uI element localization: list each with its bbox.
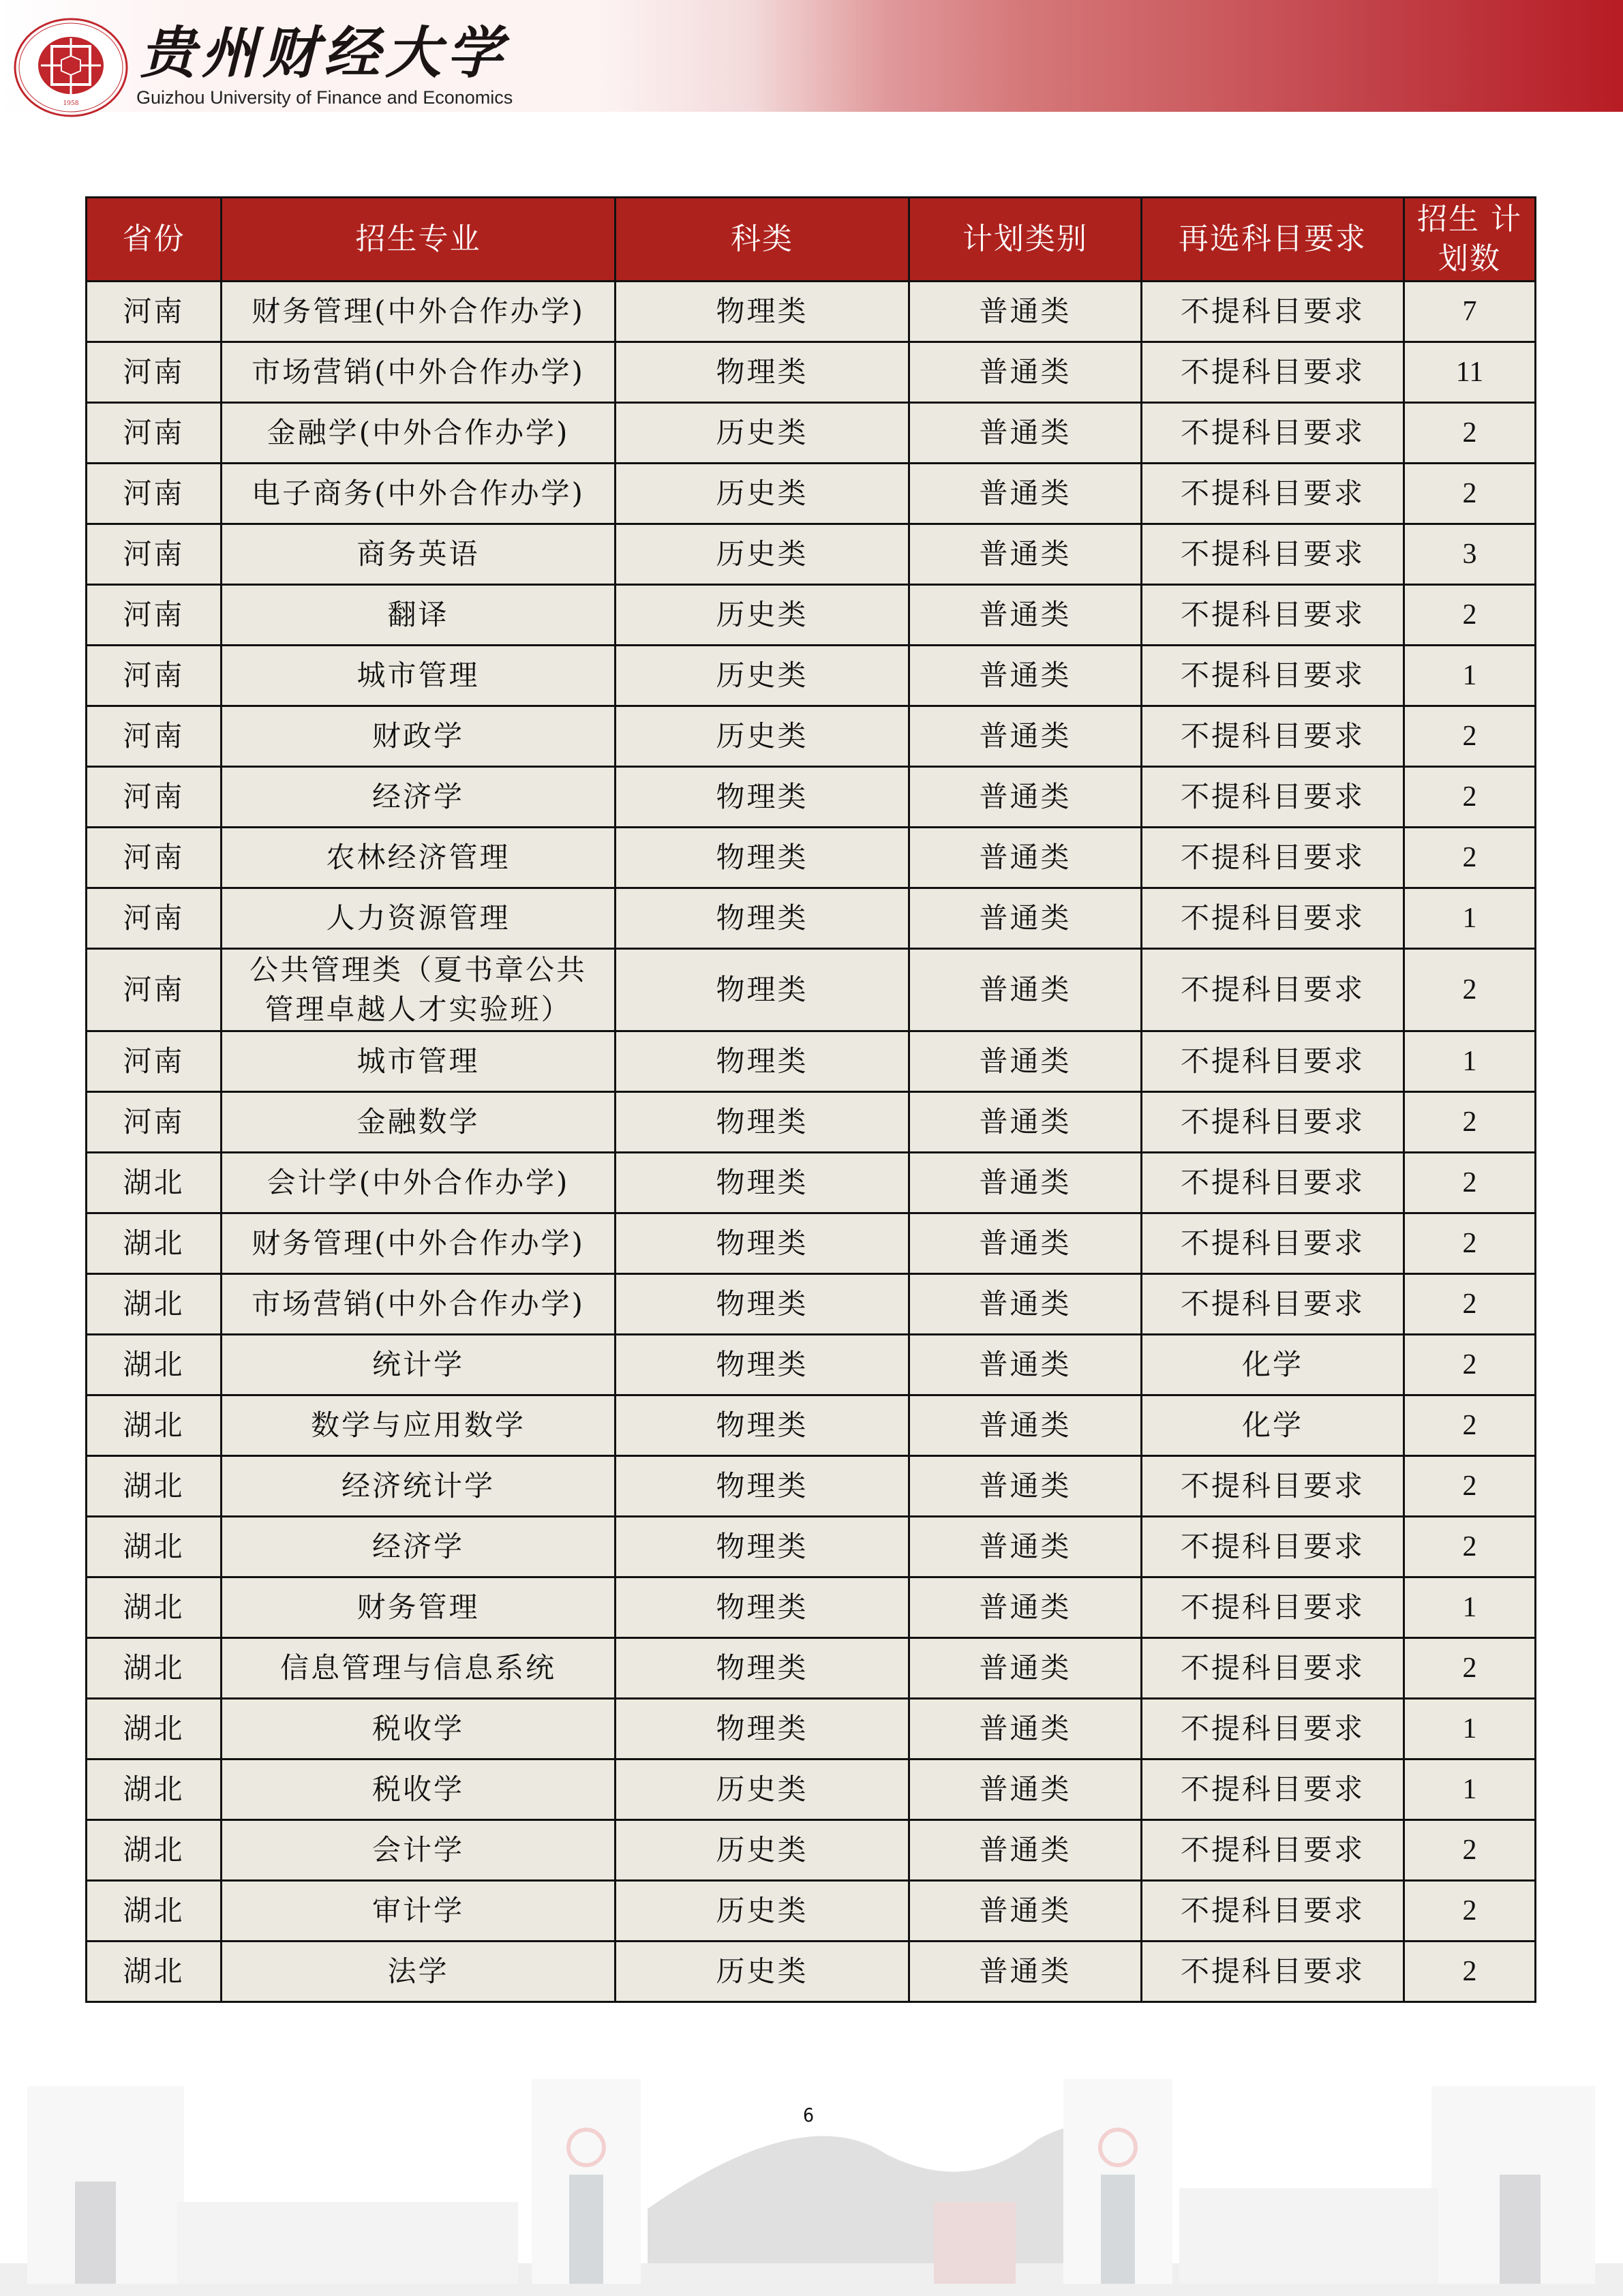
cell-major: 经济统计学 <box>222 1456 616 1517</box>
cell-subject-type: 历史类 <box>616 403 909 464</box>
cell-quota: 1 <box>1404 1759 1536 1820</box>
cell-province: 河南 <box>87 1031 222 1092</box>
cell-plan-type: 普通类 <box>909 949 1142 1031</box>
cell-major: 统计学 <box>222 1335 616 1395</box>
cell-plan-type: 普通类 <box>909 1335 1142 1395</box>
table-row <box>87 1638 1536 1699</box>
cell-subject-type: 物理类 <box>616 342 909 403</box>
cell-reselect-requirement: 不提科目要求 <box>1142 1031 1404 1092</box>
cell-reselect-requirement: 不提科目要求 <box>1142 888 1404 949</box>
table-row <box>87 1942 1536 2002</box>
cell-quota: 1 <box>1404 1699 1536 1759</box>
cell-major: 数学与应用数学 <box>222 1395 616 1456</box>
cell-quota: 1 <box>1404 1577 1536 1638</box>
cell-plan-type: 普通类 <box>909 1213 1142 1274</box>
cell-quota: 2 <box>1404 1638 1536 1699</box>
cell-quota: 7 <box>1404 282 1536 342</box>
cell-subject-type: 物理类 <box>616 1153 909 1213</box>
cell-major: 税收学 <box>222 1699 616 1759</box>
cell-reselect-requirement: 不提科目要求 <box>1142 1153 1404 1213</box>
cell-reselect-requirement: 不提科目要求 <box>1142 282 1404 342</box>
cell-plan-type: 普通类 <box>909 1942 1142 2002</box>
cell-reselect-requirement: 不提科目要求 <box>1142 585 1404 646</box>
cell-province: 湖北 <box>87 1153 222 1213</box>
table-row <box>87 1699 1536 1759</box>
cell-plan-type: 普通类 <box>909 464 1142 524</box>
cell-province: 河南 <box>87 767 222 828</box>
table-row <box>87 1153 1536 1213</box>
cell-province: 湖北 <box>87 1517 222 1577</box>
cell-province: 河南 <box>87 403 222 464</box>
cell-quota: 2 <box>1404 1456 1536 1517</box>
cell-plan-type: 普通类 <box>909 1881 1142 1942</box>
cell-province: 河南 <box>87 646 222 706</box>
cell-plan-type: 普通类 <box>909 646 1142 706</box>
cell-plan-type: 普通类 <box>909 1820 1142 1881</box>
cell-plan-type: 普通类 <box>909 1456 1142 1517</box>
cell-major: 经济学 <box>222 1517 616 1577</box>
cell-quota: 2 <box>1404 1274 1536 1335</box>
cell-province: 湖北 <box>87 1942 222 2002</box>
cell-major: 市场营销(中外合作办学) <box>222 1274 616 1335</box>
cell-province: 河南 <box>87 888 222 949</box>
cell-subject-type: 物理类 <box>616 1517 909 1577</box>
cell-quota: 2 <box>1404 464 1536 524</box>
cell-major: 信息管理与信息系统 <box>222 1638 616 1699</box>
table-row <box>87 1577 1536 1638</box>
cell-subject-type: 物理类 <box>616 1092 909 1153</box>
cell-plan-type: 普通类 <box>909 1699 1142 1759</box>
cell-province: 湖北 <box>87 1881 222 1942</box>
cell-plan-type: 普通类 <box>909 1031 1142 1092</box>
page-number: 6 <box>803 2104 815 2126</box>
cell-major-line: 管理卓越人才实验班） <box>264 993 572 1026</box>
cell-subject-type: 历史类 <box>616 585 909 646</box>
cell-quota: 2 <box>1404 1395 1536 1456</box>
cell-major: 金融数学 <box>222 1092 616 1153</box>
cell-reselect-requirement: 不提科目要求 <box>1142 1213 1404 1274</box>
table-row <box>87 949 1536 1031</box>
table-row <box>87 585 1536 646</box>
table-row <box>87 1031 1536 1092</box>
cell-reselect-requirement: 不提科目要求 <box>1142 342 1404 403</box>
cell-major: 财政学 <box>222 706 616 767</box>
cell-major: 城市管理 <box>222 1031 616 1092</box>
cell-plan-type: 普通类 <box>909 1517 1142 1577</box>
cell-reselect-requirement: 不提科目要求 <box>1142 403 1404 464</box>
table-row <box>87 464 1536 524</box>
cell-major: 金融学(中外合作办学) <box>222 403 616 464</box>
cell-plan-type: 普通类 <box>909 888 1142 949</box>
svg-text:1958: 1958 <box>63 100 79 107</box>
cell-major: 商务英语 <box>222 524 616 585</box>
cell-quota: 3 <box>1404 524 1536 585</box>
table-row <box>87 646 1536 706</box>
cell-province: 河南 <box>87 706 222 767</box>
cell-subject-type: 历史类 <box>616 1942 909 2002</box>
cell-subject-type: 物理类 <box>616 1213 909 1274</box>
table-row <box>87 342 1536 403</box>
cell-reselect-requirement: 不提科目要求 <box>1142 1942 1404 2002</box>
cell-quota: 2 <box>1404 828 1536 888</box>
cell-major: 财务管理 <box>222 1577 616 1638</box>
cell-reselect-requirement: 不提科目要求 <box>1142 1274 1404 1335</box>
column-header-province: 省份 <box>87 198 222 282</box>
cell-major: 审计学 <box>222 1881 616 1942</box>
table-row <box>87 1092 1536 1153</box>
cell-province: 河南 <box>87 1092 222 1153</box>
table-row <box>87 282 1536 342</box>
cell-subject-type: 历史类 <box>616 1759 909 1820</box>
university-emblem-icon <box>14 18 128 117</box>
cell-province: 河南 <box>87 828 222 888</box>
cell-plan-type: 普通类 <box>909 342 1142 403</box>
cell-major: 翻译 <box>222 585 616 646</box>
cell-province: 河南 <box>87 524 222 585</box>
cell-major: 市场营销(中外合作办学) <box>222 342 616 403</box>
table-row <box>87 1274 1536 1335</box>
cell-quota: 2 <box>1404 1517 1536 1577</box>
cell-subject-type: 历史类 <box>616 464 909 524</box>
cell-subject-type: 物理类 <box>616 1031 909 1092</box>
cell-major: 电子商务(中外合作办学) <box>222 464 616 524</box>
cell-province: 湖北 <box>87 1638 222 1699</box>
table-row <box>87 1395 1536 1456</box>
cell-subject-type: 物理类 <box>616 1699 909 1759</box>
column-header-plan-type: 计划类别 <box>909 198 1142 282</box>
cell-quota: 2 <box>1404 1820 1536 1881</box>
table-row <box>87 828 1536 888</box>
university-name-cn: 贵州财经大学 <box>140 20 508 86</box>
cell-reselect-requirement: 不提科目要求 <box>1142 1577 1404 1638</box>
cell-quota: 2 <box>1404 585 1536 646</box>
cell-subject-type: 历史类 <box>616 1881 909 1942</box>
cell-reselect-requirement: 不提科目要求 <box>1142 1092 1404 1153</box>
cell-subject-type: 物理类 <box>616 828 909 888</box>
cell-province: 湖北 <box>87 1820 222 1881</box>
cell-reselect-requirement: 不提科目要求 <box>1142 949 1404 1031</box>
cell-subject-type: 物理类 <box>616 1577 909 1638</box>
cell-quota: 2 <box>1404 1153 1536 1213</box>
cell-plan-type: 普通类 <box>909 524 1142 585</box>
cell-reselect-requirement: 不提科目要求 <box>1142 706 1404 767</box>
cell-province: 河南 <box>87 282 222 342</box>
column-header-major: 招生专业 <box>222 198 616 282</box>
cell-quota: 1 <box>1404 888 1536 949</box>
cell-subject-type: 历史类 <box>616 524 909 585</box>
cell-quota: 2 <box>1404 1881 1536 1942</box>
cell-quota: 2 <box>1404 949 1536 1031</box>
column-header-quota-line1: 招生 <box>1417 202 1480 237</box>
cell-subject-type: 历史类 <box>616 706 909 767</box>
cell-major: 法学 <box>222 1942 616 2002</box>
cell-reselect-requirement: 不提科目要求 <box>1142 1820 1404 1881</box>
column-header-subject-type: 科类 <box>616 198 909 282</box>
cell-plan-type: 普通类 <box>909 1274 1142 1335</box>
cell-subject-type: 物理类 <box>616 767 909 828</box>
cell-reselect-requirement: 不提科目要求 <box>1142 1517 1404 1577</box>
table-row <box>87 706 1536 767</box>
cell-province: 湖北 <box>87 1395 222 1456</box>
cell-plan-type: 普通类 <box>909 767 1142 828</box>
cell-quota: 1 <box>1404 1031 1536 1092</box>
table-row <box>87 1820 1536 1881</box>
cell-quota: 2 <box>1404 1335 1536 1395</box>
cell-reselect-requirement: 不提科目要求 <box>1142 1759 1404 1820</box>
cell-reselect-requirement: 化学 <box>1142 1335 1404 1395</box>
cell-plan-type: 普通类 <box>909 828 1142 888</box>
cell-plan-type: 普通类 <box>909 1638 1142 1699</box>
cell-reselect-requirement: 不提科目要求 <box>1142 767 1404 828</box>
cell-province: 河南 <box>87 585 222 646</box>
column-header-reselect-requirement: 再选科目要求 <box>1142 198 1404 282</box>
cell-major-line: 公共管理类（夏书章公共 <box>249 953 587 986</box>
table-row <box>87 1517 1536 1577</box>
cell-major: 会计学 <box>222 1820 616 1881</box>
cell-quota: 2 <box>1404 1213 1536 1274</box>
cell-quota: 2 <box>1404 1092 1536 1153</box>
cell-quota: 11 <box>1404 342 1536 403</box>
cell-major: 会计学(中外合作办学) <box>222 1153 616 1213</box>
cell-province: 河南 <box>87 949 222 1031</box>
cell-subject-type: 物理类 <box>616 1456 909 1517</box>
cell-reselect-requirement: 不提科目要求 <box>1142 828 1404 888</box>
cell-province: 湖北 <box>87 1699 222 1759</box>
table-row <box>87 1456 1536 1517</box>
university-name-en: Guizhou University of Finance and Economics <box>136 87 513 108</box>
campus-gate-photo <box>0 2059 1623 2296</box>
table-row <box>87 767 1536 828</box>
cell-province: 河南 <box>87 464 222 524</box>
cell-quota: 2 <box>1404 767 1536 828</box>
cell-subject-type: 物理类 <box>616 888 909 949</box>
column-header-quota <box>1404 198 1536 282</box>
cell-plan-type: 普通类 <box>909 403 1142 464</box>
cell-quota: 2 <box>1404 706 1536 767</box>
table-row <box>87 403 1536 464</box>
cell-plan-type: 普通类 <box>909 282 1142 342</box>
table-row <box>87 524 1536 585</box>
cell-reselect-requirement: 不提科目要求 <box>1142 646 1404 706</box>
cell-reselect-requirement: 化学 <box>1142 1395 1404 1456</box>
cell-subject-type: 历史类 <box>616 646 909 706</box>
cell-plan-type: 普通类 <box>909 1092 1142 1153</box>
cell-province: 湖北 <box>87 1456 222 1517</box>
cell-reselect-requirement: 不提科目要求 <box>1142 1881 1404 1942</box>
cell-subject-type: 物理类 <box>616 1274 909 1335</box>
cell-province: 湖北 <box>87 1274 222 1335</box>
cell-quota: 2 <box>1404 1942 1536 2002</box>
cell-plan-type: 普通类 <box>909 1759 1142 1820</box>
cell-reselect-requirement: 不提科目要求 <box>1142 1456 1404 1517</box>
cell-major <box>222 949 616 1031</box>
cell-subject-type: 历史类 <box>616 1820 909 1881</box>
cell-province: 湖北 <box>87 1759 222 1820</box>
cell-reselect-requirement: 不提科目要求 <box>1142 1638 1404 1699</box>
cell-province: 河南 <box>87 342 222 403</box>
cell-major: 经济学 <box>222 767 616 828</box>
cell-major: 财务管理(中外合作办学) <box>222 282 616 342</box>
cell-plan-type: 普通类 <box>909 1395 1142 1456</box>
cell-plan-type: 普通类 <box>909 706 1142 767</box>
cell-subject-type: 物理类 <box>616 949 909 1031</box>
table-header-row <box>87 198 1536 282</box>
cell-reselect-requirement: 不提科目要求 <box>1142 524 1404 585</box>
cell-major: 农林经济管理 <box>222 828 616 888</box>
cell-subject-type: 物理类 <box>616 1395 909 1456</box>
cell-subject-type: 物理类 <box>616 1638 909 1699</box>
cell-province: 湖北 <box>87 1335 222 1395</box>
cell-reselect-requirement: 不提科目要求 <box>1142 1699 1404 1759</box>
enrollment-plan-table <box>85 196 1536 2003</box>
cell-quota: 1 <box>1404 646 1536 706</box>
table-row <box>87 1335 1536 1395</box>
cell-major: 税收学 <box>222 1759 616 1820</box>
cell-plan-type: 普通类 <box>909 585 1142 646</box>
column-header-quota-line2: 计划数 <box>1438 202 1522 276</box>
table-row <box>87 1759 1536 1820</box>
cell-province: 湖北 <box>87 1213 222 1274</box>
cell-quota: 2 <box>1404 403 1536 464</box>
table-row <box>87 888 1536 949</box>
table-row <box>87 1881 1536 1942</box>
cell-plan-type: 普通类 <box>909 1577 1142 1638</box>
cell-reselect-requirement: 不提科目要求 <box>1142 464 1404 524</box>
table-row <box>87 1213 1536 1274</box>
cell-plan-type: 普通类 <box>909 1153 1142 1213</box>
cell-major: 城市管理 <box>222 646 616 706</box>
cell-major: 人力资源管理 <box>222 888 616 949</box>
cell-subject-type: 物理类 <box>616 1335 909 1395</box>
cell-subject-type: 物理类 <box>616 282 909 342</box>
cell-province: 湖北 <box>87 1577 222 1638</box>
cell-major: 财务管理(中外合作办学) <box>222 1213 616 1274</box>
